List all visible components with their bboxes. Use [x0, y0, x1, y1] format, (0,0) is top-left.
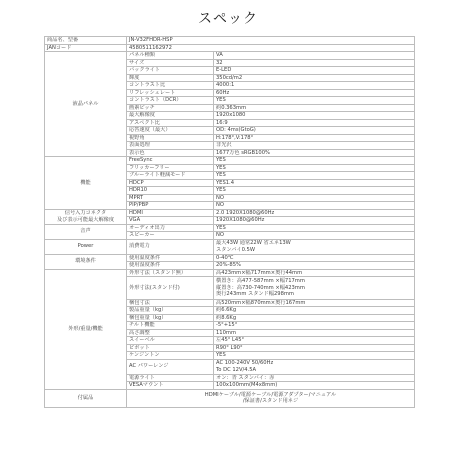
spec-label: 画素ピッチ: [127, 104, 214, 112]
spec-row: [45, 269, 415, 277]
spec-label: 製品重量（kg）: [127, 307, 214, 315]
spec-label: MPRT: [127, 194, 214, 202]
category-cell: 信号入力コネクタ 及び表示可能最大解像度: [45, 209, 127, 224]
spec-value: 横置き：高477-587mm ×幅717mm 縦置き：高730-740mm ×幅423mm 奥行243mm スタンド幅298mm: [214, 277, 415, 300]
spec-label: 消費電力: [127, 239, 214, 254]
spec-label: アスペクト比: [127, 119, 214, 127]
spec-value: 高520mm×幅870mm×奥行167mm: [214, 299, 415, 307]
category-cell: Power: [45, 239, 127, 254]
spec-value: 非光沢: [214, 142, 415, 150]
spec-label: ブルーライト軽減モード: [127, 172, 214, 180]
spec-value: 最大43W 通常22W 省エネ13W スタンバイ0.5W: [214, 239, 415, 254]
spec-label: スイーベル: [127, 337, 214, 345]
spec-value: 4000:1: [214, 82, 415, 90]
spec-label: 最大解像度: [127, 112, 214, 120]
spec-value: -5°+15°: [214, 322, 415, 330]
category-cell: 液晶パネル: [45, 52, 127, 157]
spec-value: VA: [214, 52, 415, 60]
spec-label: 表面処理: [127, 142, 214, 150]
spec-label: チルト機能: [127, 322, 214, 330]
spec-row: [45, 254, 415, 262]
category-cell: 機能: [45, 157, 127, 210]
spec-label: バックライト: [127, 67, 214, 75]
spec-row: [45, 389, 415, 407]
spec-value: YES: [214, 172, 415, 180]
spec-table: [44, 36, 415, 408]
spec-label: 外形寸法(スタンド付): [127, 277, 214, 300]
spec-value: 110mm: [214, 329, 415, 337]
spec-label: VGA: [127, 217, 214, 225]
category-cell: 付属品: [45, 389, 127, 407]
spec-value: OD: 4ms(GtoG): [214, 127, 415, 135]
spec-value: 約6.6Kg: [214, 307, 415, 315]
spec-row: [45, 37, 415, 45]
spec-value: 高423mm×幅717mm×奥行44mm: [214, 269, 415, 277]
spec-value: H:178°,V:178°: [214, 134, 415, 142]
category-cell: 音声: [45, 224, 127, 239]
spec-label: コントラスト比: [127, 82, 214, 90]
spec-label: HDR10: [127, 187, 214, 195]
spec-label: 使用湿度条件: [127, 262, 214, 270]
spec-value: AC 100-240V 50/60Hz To DC 12V/4.5A: [214, 359, 415, 374]
spec-label: ピボット: [127, 344, 214, 352]
category-cell: 外形/重量/機能: [45, 269, 127, 389]
spec-label: 視野角: [127, 134, 214, 142]
spec-label: コントラスト（DCR）: [127, 97, 214, 105]
spec-value: 2.0 1920X1080@60Hz: [214, 209, 415, 217]
spec-label: PIP/PBP: [127, 202, 214, 210]
spec-label: 梱包重量（kg）: [127, 314, 214, 322]
spec-value: YES: [214, 157, 415, 165]
spec-value: 約0.363mm: [214, 104, 415, 112]
spec-label: 電源ライト: [127, 374, 214, 382]
spec-row: [45, 52, 415, 60]
spec-label: サイズ: [127, 59, 214, 67]
spec-label: 使用温度条件: [127, 254, 214, 262]
spec-value: 0-40℃: [214, 254, 415, 262]
spec-value: YES: [214, 97, 415, 105]
spec-value: R90° L90°: [214, 344, 415, 352]
spec-value: NO: [214, 202, 415, 210]
page-title: スペック: [198, 11, 258, 27]
spec-value: JN-V32FHDR-HSP: [127, 37, 415, 45]
spec-row: [45, 44, 415, 52]
spec-value: 約8.6Kg: [214, 314, 415, 322]
spec-label: HDCP: [127, 179, 214, 187]
spec-label: AC パワーレンジ: [127, 359, 214, 374]
spec-value: YES: [214, 224, 415, 232]
spec-value: 1920X1080@60Hz: [214, 217, 415, 225]
spec-row: [45, 239, 415, 254]
spec-value: YES: [214, 164, 415, 172]
category-cell: 環境条件: [45, 254, 127, 269]
spec-value: NO: [214, 232, 415, 240]
spec-value: 100x100mm(M4x8mm): [214, 382, 415, 390]
spec-label: 外形寸法（スタンド無）: [127, 269, 214, 277]
spec-value: 32: [214, 59, 415, 67]
spec-label: 梱包寸法: [127, 299, 214, 307]
spec-value: 4580511162972: [127, 44, 415, 52]
spec-row: [45, 209, 415, 217]
spec-row: [45, 157, 415, 165]
category-cell: JANコード: [45, 44, 127, 52]
spec-label: HDMI: [127, 209, 214, 217]
spec-value: YES: [214, 352, 415, 360]
spec-value: NO: [214, 194, 415, 202]
spec-value: 1920x1080: [214, 112, 415, 120]
spec-value: オン：青 スタンバイ：赤: [214, 374, 415, 382]
accessories-value: HDMIケーブル/電源ケーブル/電源アダプター/マニュアル /保証書/スタンド用ネジ: [127, 389, 415, 407]
spec-label: リフレッシュレート: [127, 89, 214, 97]
spec-label: 表示色: [127, 149, 214, 157]
spec-label: オーディオ出力: [127, 224, 214, 232]
spec-value: 1677万色 sRGB100%: [214, 149, 415, 157]
spec-label: スピーカー: [127, 232, 214, 240]
spec-value: 20%-85%: [214, 262, 415, 270]
spec-value: YES: [214, 187, 415, 195]
spec-label: フリッカーフリー: [127, 164, 214, 172]
spec-label: パネル種類: [127, 52, 214, 60]
spec-value: 左45° L45°: [214, 337, 415, 345]
spec-value: 16:9: [214, 119, 415, 127]
spec-label: FreeSync: [127, 157, 214, 165]
spec-row: [45, 224, 415, 232]
spec-value: 350cd/m2: [214, 74, 415, 82]
spec-label: 高さ調整: [127, 329, 214, 337]
category-cell: 商品名、型番: [45, 37, 127, 45]
spec-value: YES1.4: [214, 179, 415, 187]
spec-label: VESAマウント: [127, 382, 214, 390]
spec-value: E-LED: [214, 67, 415, 75]
spec-label: 輝度: [127, 74, 214, 82]
spec-value: 60Hz: [214, 89, 415, 97]
spec-label: ケンジントン: [127, 352, 214, 360]
spec-label: 応答速度（最大）: [127, 127, 214, 135]
